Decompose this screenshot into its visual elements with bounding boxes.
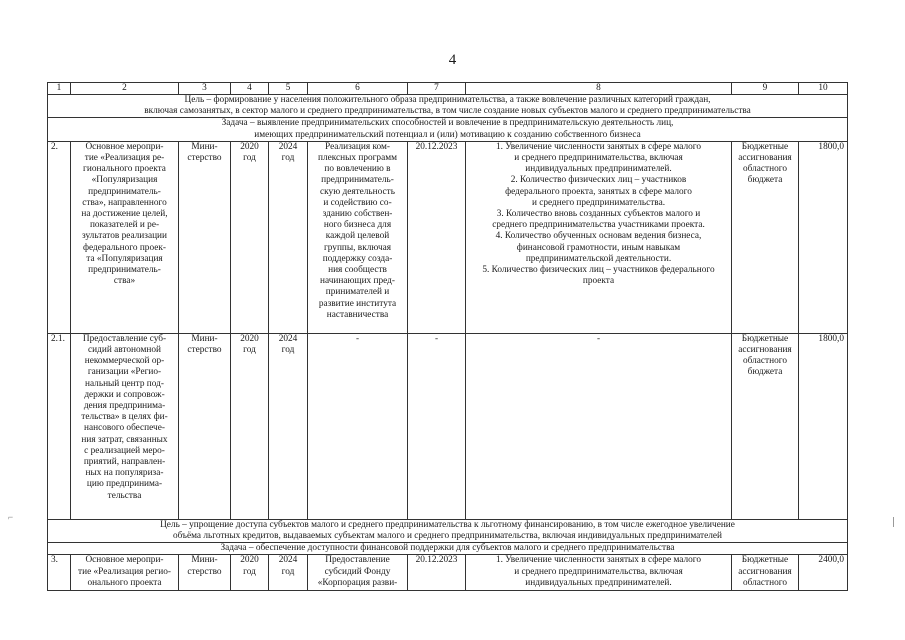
table-row — [48, 555, 848, 591]
funding-amount: 2400,0 — [818, 555, 844, 566]
executor: Мини- стерство — [187, 333, 222, 356]
table-row — [48, 333, 848, 519]
row-number: 3. — [51, 555, 58, 566]
expected-result: - — [355, 333, 360, 344]
end-year: 2024 год — [278, 333, 298, 356]
control-date: 20.12.2023 — [415, 141, 458, 152]
page-number: 4 — [448, 52, 457, 68]
task-row-2 — [48, 543, 848, 555]
start-year: 2020 год — [240, 333, 259, 356]
indicators: - — [596, 333, 601, 344]
activity-name: Основное меропри- тие «Реализация ре- гионального проекта «Популяризация предприниматель- ства», направленного на достижение целей, показателей и ре- зультатов реализации федерального проек- та «Популяризация предприниматель- ства» — [81, 141, 168, 287]
row-number: 2.1. — [51, 333, 65, 344]
expected-result: Реализация ком- плексных программ по вовлечению в предприниматель- скую деятельность и содействию со- зданию собствен- ного бизнеса для каждой целевой группы, включая поддержку созда- ния сообществ начинающих пред- принимателей и развитие института наставничества — [318, 141, 397, 320]
goal-2-text: Цель – упрощение доступа субъектов малого и среднего предпринимательства к льготному финансированию, в том числе ежегодное увеличение объёма льготных кредитов, выдаваемых субъектам малого и среднего предпринимательства, включая индивидуальных предпринимателей — [160, 519, 735, 542]
end-year: 2024 год — [278, 141, 298, 164]
col-4-header: 4 — [231, 83, 269, 95]
funding-source: Бюджетные ассигнования областного — [738, 555, 792, 588]
col-3-header: 3 — [179, 83, 231, 95]
row-number: 2. — [51, 141, 58, 152]
column-number-row — [48, 83, 848, 95]
activity-name: Основное меропри- тие «Реализация регио- онального проекта — [78, 555, 171, 588]
control-date: - — [434, 333, 439, 344]
scan-mark-right — [893, 517, 894, 527]
col-10-header: 10 — [799, 83, 848, 95]
funding-amount: 1800,0 — [818, 141, 844, 152]
executor: Мини- стерство — [187, 555, 222, 577]
col-9-header: 9 — [732, 83, 799, 95]
col-2-header: 2 — [71, 83, 179, 95]
expected-result: Предоставление субсидий Фонду «Корпорация разви- — [317, 555, 398, 588]
indicators: 1. Увеличение численности занятых в сфере малого и среднего предпринимательства, включая индивидуальных предпринимателей. 2. Количество физических лиц – участников федерального проекта, занятых в сфере малого и среднего предпринимательства. 3. Количество вновь созданных субъектов малого и среднего предпринимательства участниками проекта. 4. Количество обученных основам ведения бизнеса, финансовой грамотности, иным навыкам предпринимательской деятельности. 5. Количество физических лиц – участников федерального проекта — [482, 141, 715, 287]
goal-row-2 — [48, 519, 848, 542]
indicators: 1. Увеличение численности занятых в сфере малого и среднего предпринимательства, включая индивидуальных предпринимателей. — [495, 555, 702, 588]
scan-mark: ⌐ — [8, 512, 14, 522]
funding-source: Бюджетные ассигнования областного бюджета — [738, 333, 792, 378]
funding-source: Бюджетные ассигнования областного бюджета — [738, 141, 792, 186]
table-row — [48, 141, 848, 333]
col-6-header: 6 — [308, 83, 408, 95]
end-year: 2024 год — [278, 555, 298, 577]
task-2-text: Задача – обеспечение доступности финансовой поддержки для субъектов малого и среднего предпринимательства — [220, 543, 675, 554]
task-row-1 — [48, 118, 848, 141]
executor: Мини- стерство — [187, 141, 222, 164]
goal-row-1 — [48, 95, 848, 118]
col-8-header: 8 — [466, 83, 732, 95]
task-1-text: Задача – выявление предпринимательских способностей и вовлечение в предпринимательскую деятельность лиц, имеющих предпринимательский потенциал и (или) мотивацию к созданию собственного бизнеса — [221, 118, 674, 140]
control-date: 20.12.2023 — [415, 555, 458, 566]
col-7-header: 7 — [408, 83, 466, 95]
goal-1-text: Цель – формирование у населения положительного образа предпринимательства, а также вовлечение различных категорий граждан, включая самозанятых, в сектор малого и среднего предпринимательства, в том числе создание новых субъектов малого и среднего предпринимательства — [144, 95, 751, 117]
activity-name: Предоставление суб- сидий автономной некоммерческой ор- ганизации «Регио- нальный центр под- держки и сопровож- дения предпринима- тельства» в целях фи- нансового обеспече- ния затрат, связанных с реализацией меро- приятий, направлен- ных на популяриза- цию предпринима- тельства — [81, 333, 168, 501]
col-5-header: 5 — [269, 83, 308, 95]
funding-amount: 1800,0 — [818, 333, 844, 344]
start-year: 2020 год — [240, 555, 259, 577]
program-table — [47, 82, 848, 591]
start-year: 2020 год — [240, 141, 259, 164]
col-1-header: 1 — [48, 83, 71, 95]
